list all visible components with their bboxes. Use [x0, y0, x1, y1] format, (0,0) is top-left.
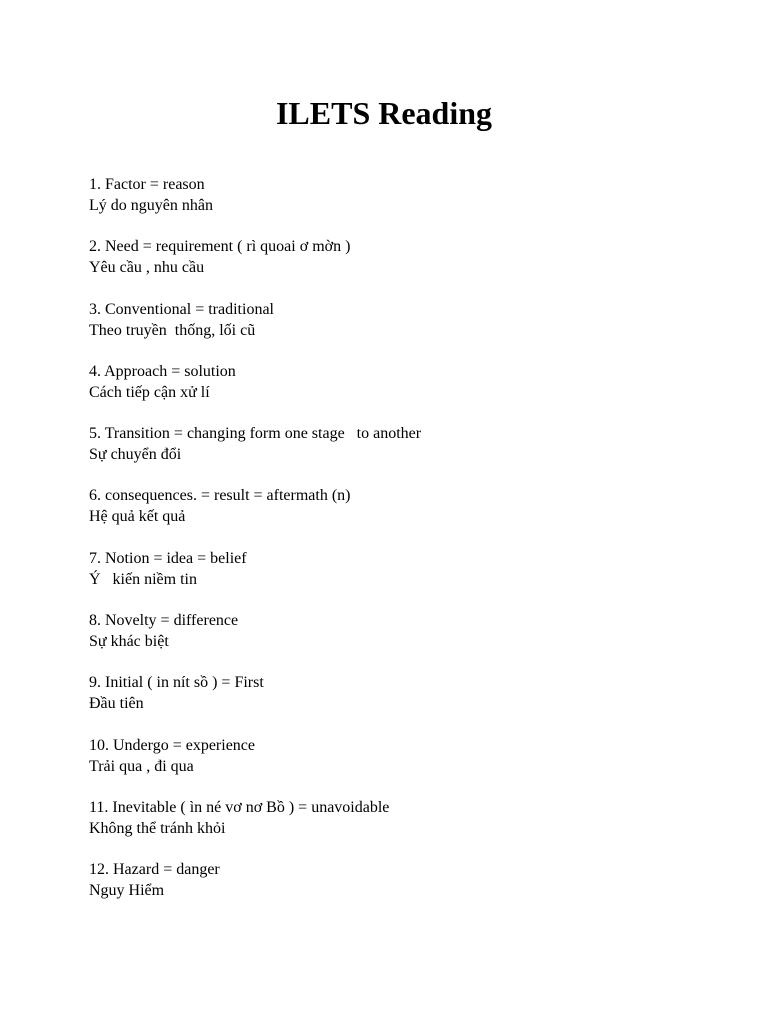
- list-item: [89, 610, 729, 672]
- vocabulary-term: 12. Hazard = danger: [89, 861, 220, 879]
- vocabulary-list: [89, 174, 729, 922]
- vocabulary-meaning: Theo truyền thống, lối cũ: [89, 321, 256, 339]
- vocabulary-meaning: Trải qua , đi qua: [89, 757, 194, 775]
- vocabulary-term: 3. Conventional = traditional: [89, 300, 274, 318]
- vocabulary-meaning: Nguy Hiểm: [89, 882, 165, 900]
- vocabulary-term: 9. Initial ( in nít sồ ) = First: [89, 674, 264, 692]
- vocabulary-term: 10. Undergo = experience: [89, 736, 255, 754]
- vocabulary-meaning: Sự khác biệt: [89, 633, 169, 651]
- vocabulary-term: 2. Need = requirement ( rì quoai ơ mờn ): [89, 238, 351, 256]
- vocabulary-meaning: Ý kiến niềm tin: [89, 570, 197, 588]
- list-item: [89, 423, 729, 485]
- vocabulary-term: 4. Approach = solution: [89, 362, 236, 380]
- vocabulary-meaning: Đầu tiên: [89, 695, 144, 713]
- list-item: [89, 672, 729, 734]
- vocabulary-meaning: Yêu cầu , nhu cầu: [89, 259, 205, 277]
- list-item: [89, 548, 729, 610]
- vocabulary-term: 11. Inevitable ( ìn né vơ nơ Bồ ) = unavoidable: [89, 798, 390, 816]
- vocabulary-meaning: Không thể tránh khỏi: [89, 819, 226, 837]
- list-item: [89, 361, 729, 423]
- vocabulary-meaning: Cách tiếp cận xử lí: [89, 383, 210, 401]
- vocabulary-term: 6. consequences. = result = aftermath (n): [89, 487, 351, 505]
- vocabulary-term: 7. Notion = idea = belief: [89, 549, 247, 567]
- list-item: [89, 735, 729, 797]
- list-item: [89, 797, 729, 859]
- list-item: [89, 236, 729, 298]
- list-item: [89, 485, 729, 547]
- vocabulary-meaning: Lý do nguyên nhân: [89, 197, 213, 214]
- list-item: [89, 859, 729, 921]
- list-item: [89, 174, 729, 236]
- vocabulary-term: 1. Factor = reason: [89, 176, 205, 193]
- page-title: ILETS Reading: [275, 95, 493, 131]
- vocabulary-term: 8. Novelty = difference: [89, 612, 239, 630]
- list-item: [89, 299, 729, 361]
- vocabulary-term: 5. Transition = changing form one stage to another: [89, 425, 422, 443]
- vocabulary-meaning: Sự chuyển đổi: [89, 446, 182, 464]
- vocabulary-meaning: Hệ quả kết quả: [89, 508, 186, 526]
